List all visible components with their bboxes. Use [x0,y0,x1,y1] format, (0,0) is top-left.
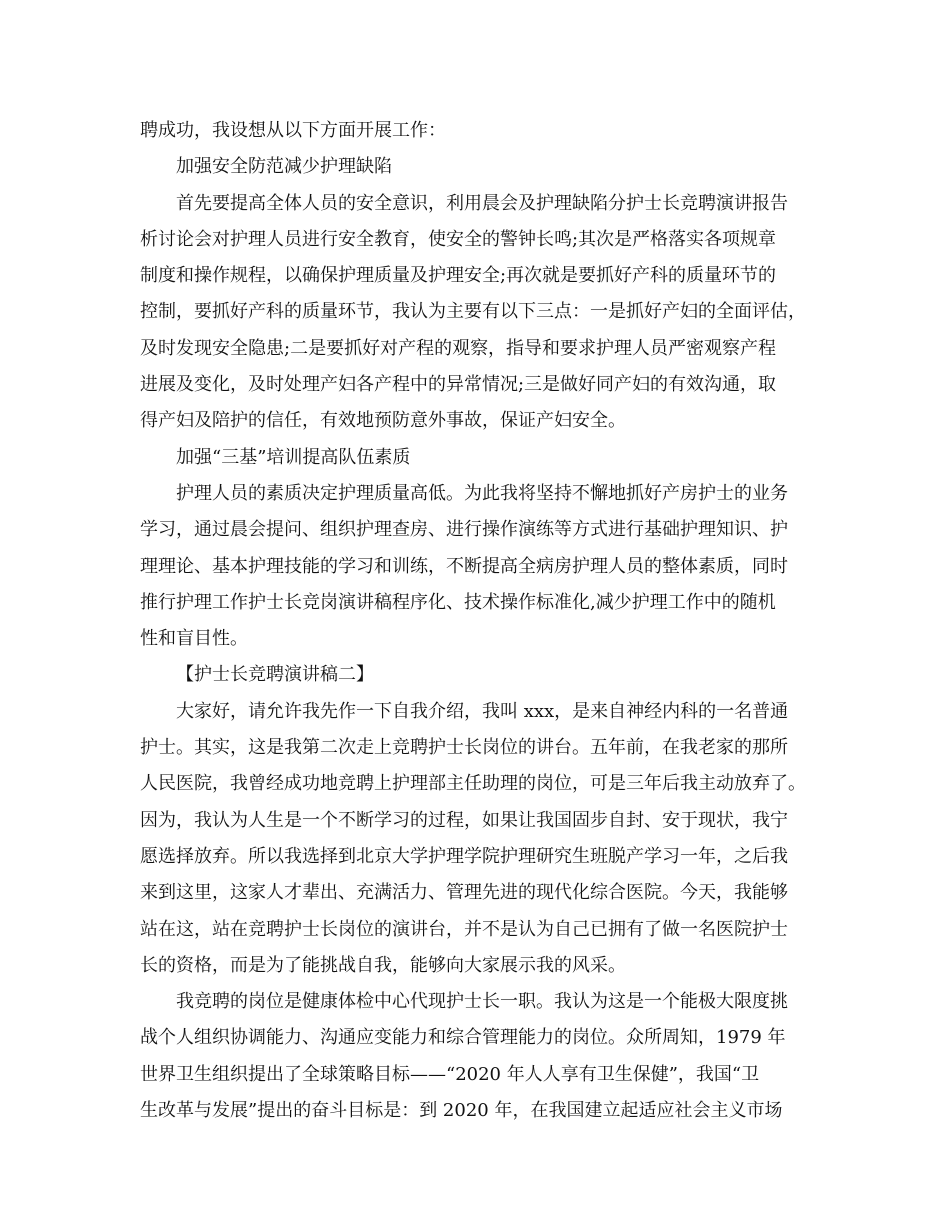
text-line: 性和盲目性。 [140,628,248,650]
text-line: 人民医院，我曾经成功地竞聘上护理部主任助理的岗位，可是三年后我主动放弃了。 [140,773,806,795]
text-line: 世界卫生组织提出了全球策略目标——“2020 年人人享有卫生保健”，我国“卫 [140,1063,760,1085]
text-line: 聘成功，我设想从以下方面开展工作： [140,120,446,141]
text-line: 护士。其实，这是我第二次走上竞聘护士长岗位的讲台。五年前，在我老家的那所 [140,737,788,759]
text-line: 进展及变化，及时处理产妇各产程中的异常情况;三是做好同产妇的有效沟通，取 [140,374,777,396]
text-line: 战个人组织协调能力、沟通应变能力和综合管理能力的岗位。众所周知，1979 年 [140,1027,786,1049]
text-line: 学习，通过晨会提问、组织护理查房、进行操作演练等方式进行基础护理知识、护 [140,519,788,541]
text-line: 及时发现安全隐患;二是要抓好对产程的观察，指导和要求护理人员严密观察产程 [140,337,777,359]
text-line: 控制，要抓好产科的质量环节，我认为主要有以下三点：一是抓好产妇的全面评估， [140,301,806,323]
text-line: 制度和操作规程，以确保护理质量及护理安全;再次就是要抓好产科的质量环节的 [140,265,777,287]
section-heading: 加强“三基”培训提高队伍素质 [176,446,411,468]
text-line: 愿选择放弃。所以我选择到北京大学护理学院护理研究生班脱产学习一年，之后我 [140,845,788,867]
text-line: 析讨论会对护理人员进行安全教育，使安全的警钟长鸣;其次是严格落实各项规章 [140,228,777,250]
text-line: 长的资格，而是为了能挑战自我，能够向大家展示我的风采。 [140,954,626,976]
text-line: 站在这，站在竞聘护士长岗位的演讲台，并不是认为自己已拥有了做一名医院护士 [140,918,788,940]
section-title: 【护士长竞聘演讲稿二】 [176,664,374,686]
section-heading: 加强安全防范减少护理缺陷 [176,156,392,178]
text-line: 首先要提高全体人员的安全意识，利用晨会及护理缺陷分护士长竞聘演讲报告 [176,192,788,214]
text-line: 来到这里，这家人才辈出、充满活力、管理先进的现代化综合医院。今天，我能够 [140,882,788,904]
text-line: 推行护理工作护士长竞岗演讲稿程序化、技术操作标准化,减少护理工作中的随机 [140,591,776,613]
text-line: 得产妇及陪护的信任，有效地预防意外事故，保证产妇安全。 [140,410,626,432]
text-line: 理理论、基本护理技能的学习和训练，不断提高全病房护理人员的整体素质，同时 [140,555,788,577]
text-line: 我竞聘的岗位是健康体检中心代现护士长一职。我认为这是一个能极大限度挑 [176,991,788,1013]
text-line: 大家好，请允许我先作一下自我介绍，我叫 xxx，是来自神经内科的一名普通 [176,700,789,722]
body-text [140,113,820,1129]
text-line: 因为，我认为人生是一个不断学习的过程，如果让我国固步自封、安于现状，我宁 [140,809,788,831]
text-line: 生改革与发展”提出的奋斗目标是：到 2020 年，在我国建立起适应社会主义市场 [140,1100,783,1122]
text-line: 护理人员的素质决定护理质量高低。为此我将坚持不懈地抓好产房护士的业务 [176,482,788,504]
